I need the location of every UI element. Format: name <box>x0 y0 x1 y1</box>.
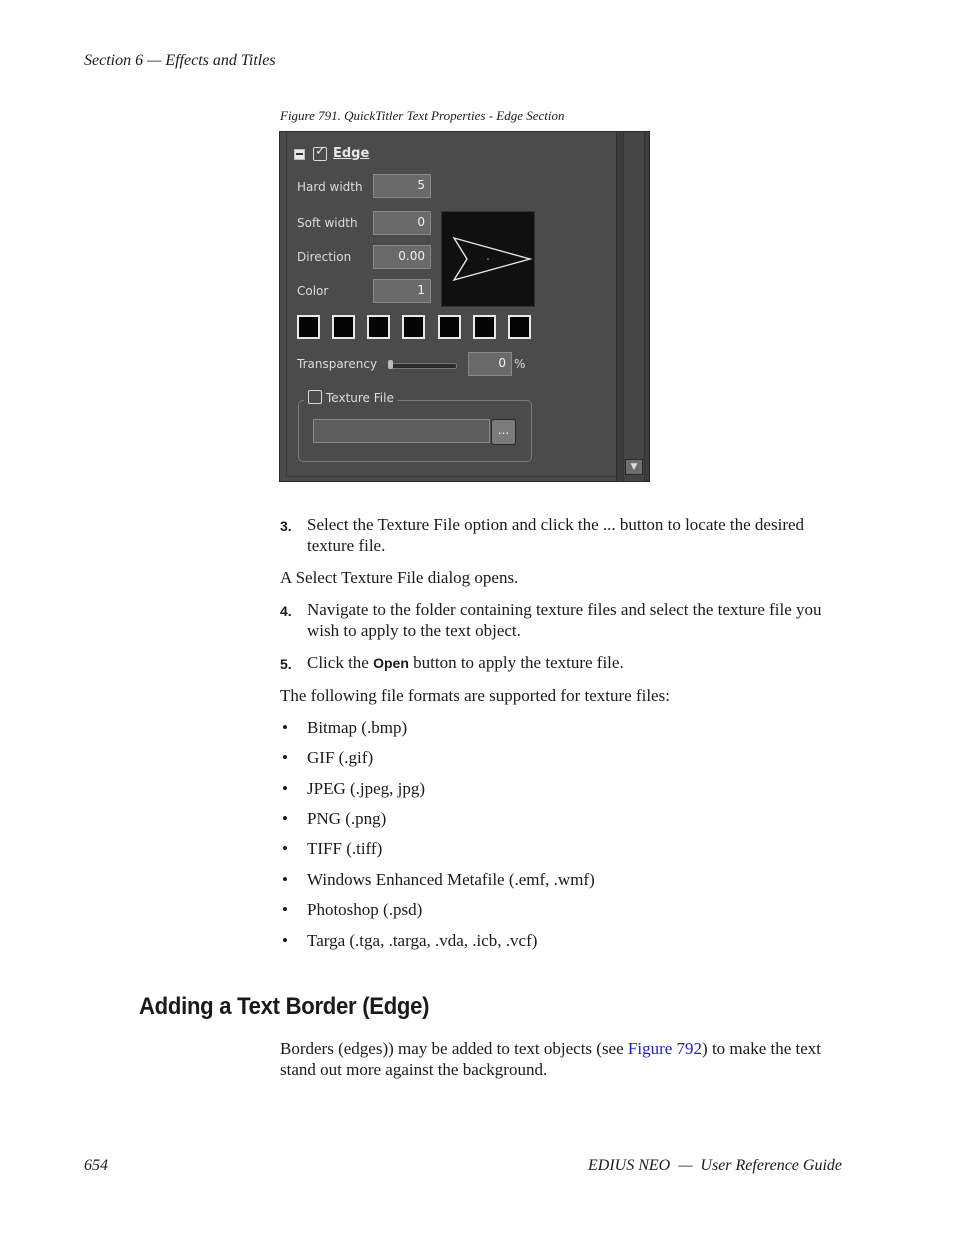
transparency-slider-handle[interactable] <box>388 360 393 369</box>
edge-section-title: Edge <box>333 146 370 161</box>
list-item: JPEG (.jpeg, jpg) <box>307 779 426 798</box>
color-label: Color <box>297 284 329 298</box>
step-5-number: 5. <box>280 656 292 672</box>
checkmark-icon: ✓ <box>315 144 326 159</box>
list-item: Bitmap (.bmp) <box>307 718 408 737</box>
color-swatch-7[interactable] <box>508 315 531 339</box>
hard-width-label: Hard width <box>297 180 363 194</box>
border-paragraph: Borders (edges)) may be added to text objects (see Figure 792) to make the text stand out more against the background. <box>280 1039 822 1079</box>
step-4-number: 4. <box>280 603 292 619</box>
color-field[interactable]: 1 <box>373 279 431 303</box>
texture-path-input[interactable] <box>313 419 490 443</box>
bullet-icon: • <box>282 809 288 828</box>
transparency-unit: % <box>514 357 526 371</box>
color-swatch-3[interactable] <box>367 315 390 339</box>
collapse-icon[interactable] <box>294 149 305 160</box>
texture-file-label: Texture File <box>326 391 394 405</box>
list-item: GIF (.gif) <box>307 748 374 767</box>
list-item: TIFF (.tiff) <box>307 839 383 858</box>
direction-preview[interactable] <box>441 211 535 307</box>
section-heading: Adding a Text Border (Edge) <box>139 993 430 1020</box>
color-swatch-1[interactable] <box>297 315 320 339</box>
soft-width-label: Soft width <box>297 216 358 230</box>
step-3-number: 3. <box>280 518 292 534</box>
footer-title: EDIUS NEO — User Reference Guide <box>587 1157 842 1174</box>
scrollbar-track[interactable] <box>623 132 645 481</box>
scroll-down-icon[interactable]: ▼ <box>625 459 643 475</box>
bullet-icon: • <box>282 779 288 798</box>
list-item: Windows Enhanced Metafile (.emf, .wmf) <box>307 870 595 889</box>
edge-checkbox[interactable] <box>313 144 327 161</box>
open-button-name: Open <box>373 655 409 671</box>
step-4-text: Navigate to the folder containing texture files and select the texture file you wish to apply to the text object. <box>307 600 822 640</box>
color-swatch-4[interactable] <box>402 315 425 339</box>
figure-792-link[interactable]: Figure 792 <box>627 1039 703 1058</box>
bullet-icon: • <box>282 870 288 889</box>
hard-width-field[interactable]: 5 <box>373 174 431 198</box>
step-3-text: Select the Texture File option and click the ... button to locate the desired texture file. <box>307 515 805 555</box>
list-item: Photoshop (.psd) <box>307 900 423 919</box>
texture-file-legend <box>304 390 398 405</box>
list-item: Targa (.tga, .targa, .vda, .icb, .vcf) <box>307 931 538 950</box>
running-header: Section 6 — Effects and Titles <box>84 52 276 69</box>
list-item: PNG (.png) <box>307 809 387 828</box>
scrollbar[interactable] <box>616 132 649 481</box>
step-5-text: Click the Open button to apply the texture file. <box>307 653 624 672</box>
direction-label: Direction <box>297 250 352 264</box>
bullet-icon: • <box>282 900 288 919</box>
direction-arrow-icon <box>442 212 534 306</box>
page-number: 654 <box>84 1157 108 1174</box>
figure-caption: Figure 791. QuickTitler Text Properties - Edge Section <box>280 108 565 123</box>
color-swatch-2[interactable] <box>332 315 355 339</box>
formats-intro: The following file formats are supported for texture files: <box>280 686 670 705</box>
edge-properties-panel <box>279 131 650 482</box>
transparency-label: Transparency <box>297 357 378 371</box>
texture-file-checkbox[interactable] <box>308 390 322 404</box>
color-swatch-6[interactable] <box>473 315 496 339</box>
color-swatch-5[interactable] <box>438 315 461 339</box>
bullet-icon: • <box>282 931 288 950</box>
bullet-icon: • <box>282 718 288 737</box>
bullet-icon: • <box>282 748 288 767</box>
transparency-slider[interactable] <box>390 363 457 369</box>
browse-button[interactable]: ... <box>491 419 516 445</box>
bullet-icon: • <box>282 839 288 858</box>
dialog-note: A Select Texture File dialog opens. <box>280 568 519 587</box>
direction-field[interactable]: 0.00 <box>373 245 431 269</box>
transparency-field[interactable]: 0 <box>468 352 512 376</box>
soft-width-field[interactable]: 0 <box>373 211 431 235</box>
